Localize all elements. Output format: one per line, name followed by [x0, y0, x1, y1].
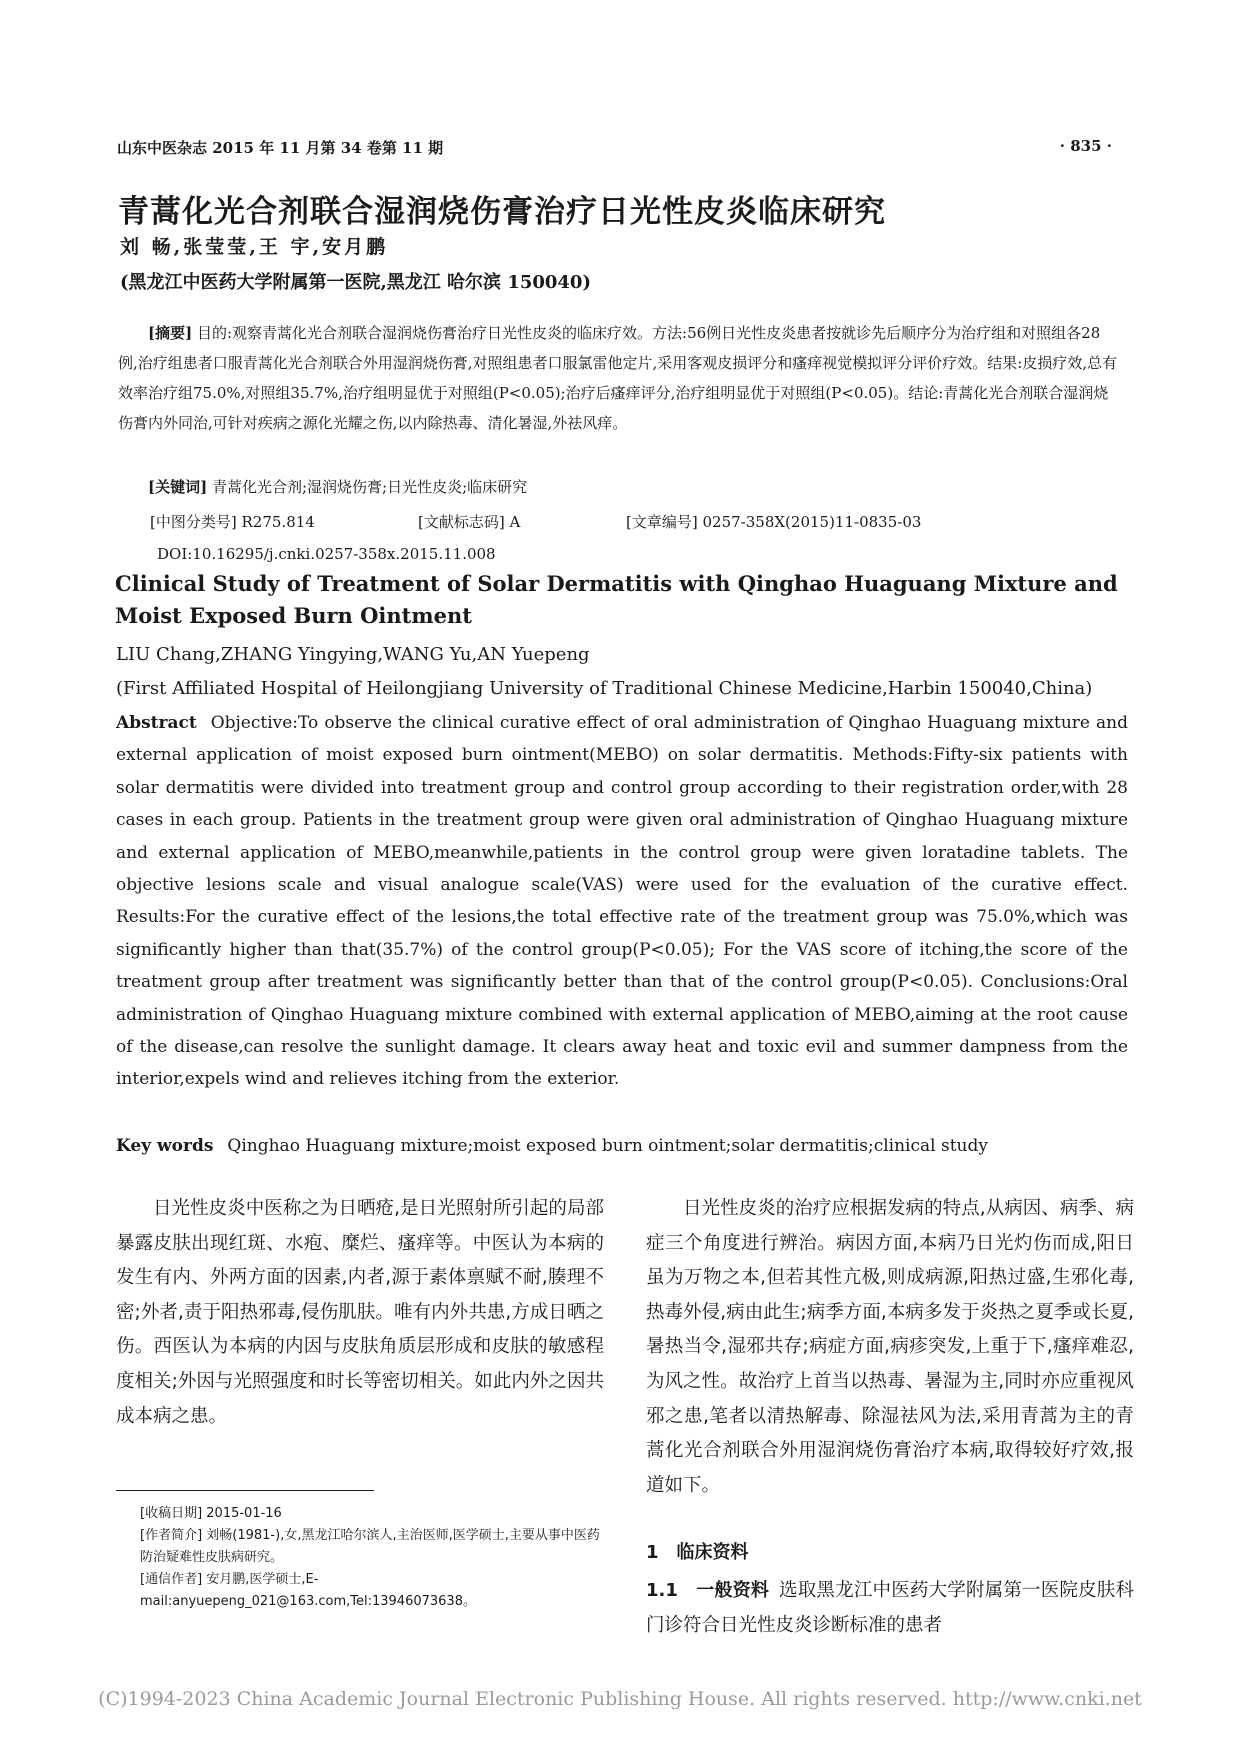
keywords-en — [116, 1136, 988, 1156]
section-1-1-heading: 1.1 一般资料 — [646, 1580, 770, 1601]
body-column-right — [646, 1192, 1134, 1503]
doc-code — [418, 511, 520, 532]
keywords-en-text: Qinghao Huaguang mixture;moist exposed burn ointment;solar dermatitis;clinical study — [227, 1136, 988, 1156]
section-heading-1: 1 临床资料 — [646, 1542, 749, 1563]
body-paragraph-right: 日光性皮炎的治疗应根据发病的特点,从病因、病季、病症三个角度进行辨治。病因方面,本病乃日光灼伤而成,阳日虽为万物之本,但若其性亢极,则成病源,阳热过盛,生邪化毒,热毒外侵,病由此生;病季方面,本病多发于炎热之夏季或长夏,暑热当令,湿邪共存;病症方面,病疹突发,上重于下,瘙痒难忍,为风之性。故治疗上首当以热毒、暑湿为主,同时亦应重视风邪之患,笔者以清热解毒、除湿祛风为法,采用青蒿为主的青蒿化光合剂联合外用湿润烧伤膏治疗本病,取得较好疗效,报道如下。 — [646, 1198, 1134, 1496]
journal-header: 山东中医杂志 2015 年 11 月第 34 卷第 11 期 — [117, 139, 444, 157]
authors-en: LIU Chang,ZHANG Yingying,WANG Yu,AN Yuepeng — [116, 644, 590, 665]
footnotes — [116, 1503, 606, 1613]
class-no-label: [中图分类号] — [150, 513, 237, 531]
affiliation-cn: (黑龙江中医药大学附属第一医院,黑龙江 哈尔滨 150040) — [120, 272, 591, 293]
section-1-1-text: 选取黑龙江中医药大学附属第一医院皮肤科门诊符合日光性皮炎诊断标准的患者 — [646, 1580, 1134, 1636]
doi: DOI:10.16295/j.cnki.0257-358x.2015.11.008 — [157, 545, 496, 563]
article-no-label: [文章编号] — [626, 513, 698, 531]
body-column-left — [116, 1192, 604, 1434]
keywords-cn-label: [关键词] — [148, 478, 208, 496]
article-no — [626, 511, 921, 532]
footnote-divider — [116, 1490, 374, 1491]
section-1-1 — [646, 1574, 1134, 1643]
article-title-en: Clinical Study of Treatment of Solar Dermatitis with Qinghao Huaguang Mixture and Moist Exposed Burn Ointment — [115, 571, 1118, 628]
abstract-cn-label: [摘要] — [148, 324, 193, 342]
affiliation-en: (First Affiliated Hospital of Heilongjiang University of Traditional Chinese Medicine,Harbin 150040,China) — [116, 678, 1093, 699]
keywords-en-label: Key words — [116, 1136, 214, 1156]
keywords-cn — [148, 472, 1150, 502]
copyright-footer: (C)1994-2023 China Academic Journal Electronic Publishing House. All rights reserved. http://www.cnki.net — [98, 1688, 1142, 1710]
footnote-author-intro: [作者简介] 刘畅(1981-),女,黑龙江哈尔滨人,主治医师,医学硕士,主要从事中医药防治疑难性皮肤病研究。 — [140, 1528, 600, 1565]
classification-line — [150, 511, 315, 532]
abstract-cn-text: 目的:观察青蒿化光合剂联合湿润烧伤膏治疗日光性皮炎的临床疗效。方法:56例日光性皮炎患者按就诊先后顺序分为治疗组和对照组各28例,治疗组患者口服青蒿化光合剂联合外用湿润烧伤膏,对照组患者口服氯雷他定片,采用客观皮损评分和瘙痒视觉模拟评分评价疗效。结果:皮损疗效,总有效率治疗组75.0%,对照组35.7%,治疗组明显优于对照组(P<0.05);治疗后瘙痒评分,治疗组明显优于对照组(P<0.05)。结论:青蒿化光合剂联合湿润烧伤膏内外同治,可针对疾病之源化光耀之伤,以内除热毒、清化暑湿,外祛风痒。 — [118, 324, 1118, 432]
abstract-en — [116, 707, 1128, 1096]
authors-cn: 刘 畅,张莹莹,王 宇,安月鹏 — [120, 236, 389, 258]
keywords-cn-text: 青蒿化光合剂;湿润烧伤膏;日光性皮炎;临床研究 — [211, 478, 528, 496]
doc-code-value: A — [509, 513, 521, 531]
footnote-received: [收稿日期] 2015-01-16 — [140, 1506, 282, 1521]
doc-code-label: [文献标志码] — [418, 513, 505, 531]
abstract-en-label: Abstract — [116, 713, 197, 733]
class-no-value: R275.814 — [241, 513, 315, 531]
footnote-corresponding: [通信作者] 安月鹏,医学硕士,E-mail:anyuepeng_021@163.com,Tel:13946073638。 — [140, 1572, 476, 1609]
body-paragraph-left: 日光性皮炎中医称之为日晒疮,是日光照射所引起的局部暴露皮肤出现红斑、水疱、糜烂、瘙痒等。中医认为本病的发生有内、外两方面的因素,内者,源于素体禀赋不耐,腠理不密;外者,责于阳热邪毒,侵伤肌肤。唯有内外共患,方成日晒之伤。西医认为本病的内因与皮肤角质层形成和皮肤的敏感程度相关;外因与光照强度和时长等密切相关。如此内外之因共成本病之患。 — [116, 1198, 604, 1427]
page-number: · 835 · — [1059, 137, 1112, 155]
abstract-cn — [118, 318, 1120, 438]
abstract-en-text: Objective:To observe the clinical curative effect of oral administration of Qinghao Huaguang mixture and external application of moist exposed burn ointment(MEBO) on solar dermatitis. Methods:Fifty-six patients with solar dermatitis were divided into treatment group and control group according to their registration order,with 28 cases in each group. Patients in the treatment group were given oral administration of Qinghao Huaguang mixture and external application of MEBO,meanwhile,patients in the control group were given loratadine tablets. The objective lesions scale and visual analogue scale(VAS) were used for the evaluation of the curative effect. Results:For the curative effect of the lesions,the total effective rate of the treatment group was 75.0%,which was significantly higher than that(35.7%) of the control group(P<0.05); For the VAS score of itching,the score of the treatment group after treatment was significantly better than that of the control group(P<0.05). Conclusions:Oral administration of Qinghao Huaguang mixture combined with external application of MEBO,aiming at the root cause of the disease,can resolve the sunlight damage. It clears away heat and toxic evil and summer dampness from the interior,expels wind and relieves itching from the exterior. — [116, 713, 1128, 1090]
article-title-cn: 青蒿化光合剂联合湿润烧伤膏治疗日光性皮炎临床研究 — [118, 194, 886, 230]
article-no-value: 0257-358X(2015)11-0835-03 — [702, 513, 922, 531]
